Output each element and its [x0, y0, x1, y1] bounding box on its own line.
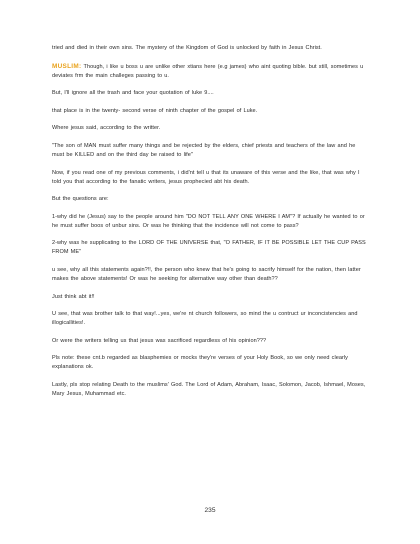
- paragraph-16: [52, 381, 368, 399]
- paragraph-text: Just think abt it!!: [52, 293, 95, 300]
- paragraph-text: Though, i like u boss u are unlike other xtians here (e.g james) who aint quoting bible. but still, sometimes u deviates frm the main challeges passing to u.: [52, 63, 364, 79]
- page-number: 235: [204, 507, 216, 514]
- paragraph-text: Where jesus said, according to the writter.: [52, 125, 161, 132]
- paragraph-4: [52, 107, 368, 116]
- paragraph-11: [52, 266, 368, 284]
- paragraph-text: Or were the writers telling us that jesus was sacrificed regardless of his opinion???: [52, 337, 267, 344]
- speaker-label: MUSLIM:: [52, 62, 82, 70]
- paragraph-3: [52, 89, 368, 98]
- paragraph-text: that place is in the twenty- second verse of ninth chapter of the gospel of Luke.: [52, 107, 258, 114]
- paragraph-text: u see, why all this statements again?!!, the person who knew that he's going to sacrify himself for the nation, then latter makes the above statements! Or was he seeking for alternative way other than death??: [52, 266, 361, 282]
- paragraph-6: [52, 142, 368, 160]
- paragraph-text: But, I'll ignore all the trash and face your quotation of luke 9....: [52, 90, 214, 97]
- paragraph-2: [52, 62, 368, 81]
- paragraph-10: [52, 239, 368, 257]
- paragraph-7: [52, 169, 368, 187]
- paragraph-1: [52, 44, 368, 53]
- paragraph-text: "The son of MAN must suffer many things and be rejected by the elders, chief priests and teachers of the law and he must be KILLED and on the third day be raised to life": [52, 142, 356, 158]
- paragraph-15: [52, 354, 368, 372]
- paragraph-5: [52, 124, 368, 133]
- paragraph-text: 2-why was he supplicating to the LORD OF THE UNIVERSE that, "O FATHER, IF IT BE POSSIBLE LET THE CUP PASS FROM ME": [52, 240, 366, 256]
- paragraph-text: Now, if you read one of my previous comments, i did'nt tell u that its unaware of this verse and the like, that was why I told you that according to the fanatic writers, jesus prophecied abt his death.: [52, 169, 360, 185]
- paragraph-text: 1-why did he (Jesus) say to the people around him "DO NOT TELL ANY ONE WHERE I AM"? If actually he wanted to or he must suffer boos of unbur sins. Or was he thinking that the incidence will not come to pass?: [52, 213, 365, 229]
- paragraph-9: [52, 213, 368, 231]
- paragraph-text: But the questions are:: [52, 196, 109, 203]
- paragraph-8: [52, 195, 368, 204]
- paragraph-text: Pls note: these cnt.b regarded as blasphemies or mocks they're verses of your Holy Book, so we only need clearly explanations ok.: [52, 355, 348, 371]
- paragraph-14: [52, 337, 368, 346]
- paragraph-text: Lastly, pls stop relating Death to the muslims' God. The Lord of Adam, Abraham, Isaac, Solomon, Jacob, Ishmael, Moses, Mary Jesus, Muhammad etc.: [52, 381, 366, 397]
- paragraph-text: tried and died in their own sins. The mystery of the Kingdom of God is unlocked by faith in Jesus Christ.: [52, 45, 322, 51]
- paragraph-12: [52, 293, 368, 302]
- paragraph-13: [52, 310, 368, 328]
- paragraph-text: U see, that was brother talk to that way!...yes, we're nt church followers, so mind the u contruct ur inconcistencies and illogicallities!.: [52, 311, 358, 327]
